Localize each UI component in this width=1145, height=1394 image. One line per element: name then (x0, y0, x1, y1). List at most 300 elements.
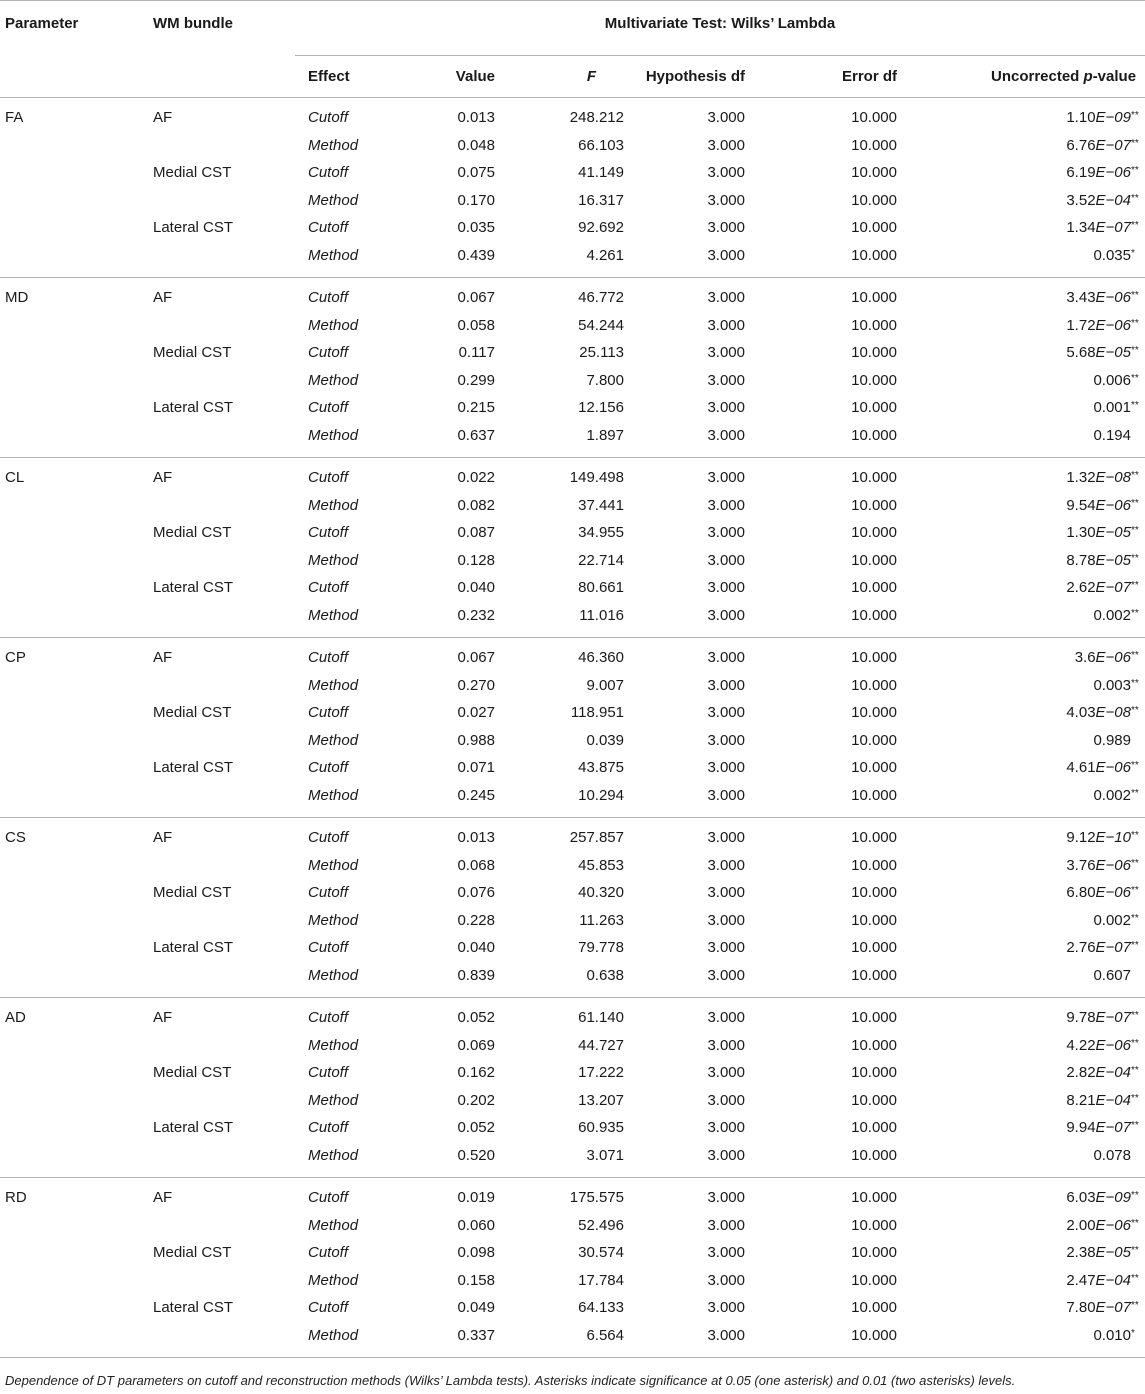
p-significance: ** (1131, 940, 1139, 952)
cell-wm-bundle (153, 547, 295, 575)
cell-value: 0.013 (457, 109, 495, 127)
cell-value: 0.637 (457, 426, 495, 444)
cell-effect: Method (308, 1271, 359, 1289)
cell-error-df: 10.000 (851, 579, 897, 597)
cell-effect: Method (308, 731, 359, 749)
p-exponent: E−08 (1095, 704, 1131, 722)
p-exponent: E−06 (1095, 759, 1131, 777)
cell-wm-bundle (153, 727, 295, 755)
cell-error-df: 10.000 (851, 704, 897, 722)
cell-wm-bundle (153, 1322, 295, 1358)
cell-value: 0.087 (457, 524, 495, 542)
cell-hypothesis-df: 3.000 (707, 316, 745, 334)
p-exponent: E−06 (1095, 289, 1131, 307)
table-row (0, 1294, 1145, 1322)
header-wm-bundle: WM bundle (153, 1, 295, 56)
cell-value: 0.040 (457, 579, 495, 597)
cell-parameter (0, 242, 153, 278)
p-significance: * (1131, 1327, 1135, 1339)
cell-p-value (900, 312, 1145, 340)
p-significance: ** (1131, 1245, 1139, 1257)
p-mantissa: 9.94 (1066, 1119, 1096, 1137)
cell-value: 0.117 (458, 344, 495, 362)
p-mantissa: 0.002 (1093, 606, 1131, 624)
cell-effect: Cutoff (308, 524, 349, 542)
cell-f: 60.935 (578, 1119, 624, 1137)
p-mantissa: 1.34 (1066, 219, 1096, 237)
cell-hypothesis-df: 3.000 (707, 109, 745, 127)
cell-p-value (900, 132, 1145, 160)
p-significance: ** (1131, 787, 1139, 799)
cell-value: 0.228 (457, 911, 495, 929)
cell-hypothesis-df: 3.000 (707, 1271, 745, 1289)
table-row (0, 1114, 1145, 1142)
cell-p-value (900, 1142, 1145, 1178)
cell-wm-bundle (153, 1032, 295, 1060)
cell-effect: Method (308, 496, 359, 514)
p-mantissa: 0.989 (1093, 731, 1131, 749)
cell-hypothesis-df: 3.000 (707, 164, 745, 182)
cell-error-df: 10.000 (851, 524, 897, 542)
cell-effect: Method (308, 1326, 359, 1344)
header-p-suffix: -value (1092, 68, 1137, 85)
cell-p-value (900, 187, 1145, 215)
cell-hypothesis-df: 3.000 (707, 219, 745, 237)
p-significance: ** (1131, 470, 1139, 482)
cell-hypothesis-df: 3.000 (707, 579, 745, 597)
cell-hypothesis-df: 3.000 (707, 884, 745, 902)
cell-f: 0.638 (586, 966, 624, 984)
p-significance: ** (1131, 290, 1139, 302)
cell-wm-bundle: Lateral CST (153, 1299, 234, 1317)
cell-parameter (0, 934, 153, 962)
p-significance: ** (1131, 607, 1139, 619)
cell-hypothesis-df: 3.000 (707, 426, 745, 444)
p-mantissa: 9.12 (1066, 829, 1096, 847)
cell-f: 248.212 (569, 109, 624, 127)
cell-hypothesis-df: 3.000 (707, 1036, 745, 1054)
cell-effect: Method (308, 1036, 359, 1054)
cell-parameter (0, 187, 153, 215)
cell-value: 0.158 (457, 1271, 495, 1289)
cell-parameter (0, 907, 153, 935)
p-exponent: E−04 (1095, 1064, 1131, 1082)
cell-p-value (900, 1114, 1145, 1142)
cell-wm-bundle: Medial CST (153, 884, 232, 902)
cell-f: 25.113 (579, 344, 624, 362)
cell-p-value (900, 242, 1145, 278)
cell-hypothesis-df: 3.000 (707, 856, 745, 874)
cell-p-value (900, 934, 1145, 962)
cell-parameter (0, 394, 153, 422)
cell-wm-bundle: Lateral CST (153, 219, 234, 237)
cell-p-value (900, 1239, 1145, 1267)
header-effect: Effect (295, 56, 403, 98)
cell-p-value (900, 1059, 1145, 1087)
cell-parameter (0, 492, 153, 520)
cell-hypothesis-df: 3.000 (707, 704, 745, 722)
cell-p-value (900, 367, 1145, 395)
p-significance: ** (1131, 1065, 1139, 1077)
cell-parameter (0, 1087, 153, 1115)
p-mantissa: 1.30 (1066, 524, 1096, 542)
cell-error-df: 10.000 (851, 966, 897, 984)
cell-effect: Method (308, 136, 359, 154)
cell-wm-bundle: AF (153, 1009, 173, 1027)
cell-f: 118.951 (570, 704, 624, 722)
cell-parameter (0, 879, 153, 907)
cell-error-df: 10.000 (851, 344, 897, 362)
cell-error-df: 10.000 (851, 219, 897, 237)
cell-hypothesis-df: 3.000 (707, 191, 745, 209)
cell-hypothesis-df: 3.000 (707, 606, 745, 624)
cell-f: 66.103 (578, 136, 624, 154)
cell-error-df: 10.000 (851, 731, 897, 749)
cell-parameter: FA (5, 109, 24, 127)
cell-value: 0.075 (457, 164, 495, 182)
header-value: Value (403, 56, 495, 98)
table-row (0, 1267, 1145, 1295)
cell-parameter (0, 1032, 153, 1060)
cell-wm-bundle (153, 187, 295, 215)
header-f-label: F (586, 68, 596, 85)
p-exponent: E−05 (1095, 551, 1131, 569)
cell-parameter (0, 132, 153, 160)
cell-wm-bundle (153, 672, 295, 700)
p-significance: ** (1131, 317, 1139, 329)
p-significance: ** (1131, 110, 1139, 122)
table-row (0, 602, 1145, 638)
table-row (0, 1059, 1145, 1087)
table-row (0, 132, 1145, 160)
table-row (0, 519, 1145, 547)
cell-value: 0.052 (457, 1009, 495, 1027)
cell-effect: Method (308, 966, 359, 984)
cell-f: 4.261 (586, 246, 624, 264)
cell-value: 0.058 (457, 316, 495, 334)
cell-parameter (0, 602, 153, 638)
p-exponent: E−06 (1095, 164, 1131, 182)
cell-wm-bundle (153, 367, 295, 395)
cell-p-value (900, 1267, 1145, 1295)
cell-hypothesis-df: 3.000 (707, 344, 745, 362)
cell-hypothesis-df: 3.000 (707, 496, 745, 514)
p-significance: ** (1131, 1300, 1139, 1312)
cell-f: 257.857 (569, 829, 624, 847)
table-row (0, 1239, 1145, 1267)
table-row (0, 159, 1145, 187)
cell-wm-bundle (153, 312, 295, 340)
cell-hypothesis-df: 3.000 (707, 1216, 745, 1234)
cell-p-value (900, 159, 1145, 187)
p-significance: * (1131, 247, 1135, 259)
p-mantissa: 0.010 (1093, 1326, 1131, 1344)
cell-p-value (900, 754, 1145, 782)
table-row (0, 1032, 1145, 1060)
p-mantissa: 2.00 (1066, 1216, 1096, 1234)
p-exponent: E−07 (1095, 579, 1131, 597)
cell-effect: Cutoff (308, 884, 349, 902)
cell-error-df: 10.000 (851, 939, 897, 957)
cell-effect: Method (308, 786, 359, 804)
cell-f: 61.140 (578, 1009, 624, 1027)
table-row (0, 458, 1145, 492)
cell-effect: Cutoff (308, 109, 349, 127)
p-exponent: E−07 (1095, 136, 1131, 154)
p-exponent: E−05 (1095, 344, 1131, 362)
cell-value: 0.076 (457, 884, 495, 902)
cell-p-value (900, 1178, 1145, 1212)
cell-parameter (0, 727, 153, 755)
cell-value: 0.520 (457, 1146, 495, 1164)
p-mantissa: 6.76 (1066, 136, 1096, 154)
cell-effect: Cutoff (308, 344, 349, 362)
p-mantissa: 0.001 (1093, 399, 1131, 417)
cell-hypothesis-df: 3.000 (707, 649, 745, 667)
cell-parameter (0, 962, 153, 998)
cell-f: 17.784 (578, 1271, 624, 1289)
p-mantissa: 2.38 (1066, 1244, 1096, 1262)
cell-parameter (0, 699, 153, 727)
table-row (0, 818, 1145, 852)
cell-f: 52.496 (578, 1216, 624, 1234)
cell-value: 0.052 (457, 1119, 495, 1137)
cell-p-value (900, 278, 1145, 312)
cell-wm-bundle (153, 782, 295, 818)
parameter-group (0, 638, 1145, 818)
p-mantissa: 0.607 (1093, 966, 1131, 984)
cell-effect: Cutoff (308, 939, 349, 957)
cell-value: 0.067 (457, 649, 495, 667)
cell-wm-bundle (153, 852, 295, 880)
cell-hypothesis-df: 3.000 (707, 966, 745, 984)
p-mantissa: 2.76 (1066, 939, 1096, 957)
cell-error-df: 10.000 (851, 426, 897, 444)
cell-wm-bundle: AF (153, 469, 173, 487)
p-mantissa: 0.003 (1093, 676, 1131, 694)
header-parameter: Parameter (0, 1, 153, 56)
cell-p-value (900, 998, 1145, 1032)
cell-hypothesis-df: 3.000 (707, 371, 745, 389)
cell-effect: Cutoff (308, 164, 349, 182)
cell-f: 64.133 (578, 1299, 624, 1317)
cell-parameter (0, 672, 153, 700)
p-mantissa: 4.61 (1066, 759, 1096, 777)
cell-wm-bundle: Medial CST (153, 1244, 232, 1262)
parameter-group (0, 1178, 1145, 1358)
cell-f: 175.575 (569, 1189, 624, 1207)
cell-p-value (900, 1087, 1145, 1115)
cell-p-value (900, 214, 1145, 242)
p-exponent: E−10 (1095, 829, 1131, 847)
table-row (0, 339, 1145, 367)
cell-error-df: 10.000 (851, 759, 897, 777)
cell-parameter (0, 312, 153, 340)
header-error-df: Error df (745, 56, 900, 98)
cell-effect: Method (308, 911, 359, 929)
p-exponent: E−06 (1095, 1036, 1131, 1054)
table-row (0, 492, 1145, 520)
p-significance: ** (1131, 830, 1139, 842)
table-row (0, 699, 1145, 727)
cell-hypothesis-df: 3.000 (707, 911, 745, 929)
cell-hypothesis-df: 3.000 (707, 399, 745, 417)
cell-wm-bundle: Lateral CST (153, 1119, 234, 1137)
cell-error-df: 10.000 (851, 551, 897, 569)
cell-p-value (900, 458, 1145, 492)
cell-hypothesis-df: 3.000 (707, 136, 745, 154)
cell-f: 37.441 (578, 496, 624, 514)
cell-hypothesis-df: 3.000 (707, 524, 745, 542)
cell-wm-bundle: Lateral CST (153, 759, 234, 777)
cell-hypothesis-df: 3.000 (707, 939, 745, 957)
cell-error-df: 10.000 (851, 1119, 897, 1137)
p-mantissa: 9.54 (1066, 496, 1096, 514)
cell-f: 6.564 (586, 1326, 624, 1344)
p-mantissa: 0.002 (1093, 911, 1131, 929)
cell-p-value (900, 638, 1145, 672)
cell-parameter (0, 519, 153, 547)
p-exponent: E−06 (1095, 856, 1131, 874)
cell-p-value (900, 907, 1145, 935)
cell-value: 0.170 (457, 191, 495, 209)
cell-p-value (900, 602, 1145, 638)
p-exponent: E−07 (1095, 1009, 1131, 1027)
cell-value: 0.022 (457, 469, 495, 487)
cell-effect: Cutoff (308, 579, 349, 597)
cell-hypothesis-df: 3.000 (707, 289, 745, 307)
p-mantissa: 5.68 (1066, 344, 1096, 362)
parameter-group (0, 998, 1145, 1178)
cell-p-value (900, 339, 1145, 367)
table-row (0, 394, 1145, 422)
cell-parameter (0, 339, 153, 367)
cell-parameter (0, 574, 153, 602)
cell-wm-bundle (153, 492, 295, 520)
cell-error-df: 10.000 (851, 316, 897, 334)
cell-error-df: 10.000 (851, 1146, 897, 1164)
p-mantissa: 4.22 (1066, 1036, 1096, 1054)
p-mantissa: 3.43 (1066, 289, 1096, 307)
cell-wm-bundle (153, 1212, 295, 1240)
cell-error-df: 10.000 (851, 246, 897, 264)
cell-value: 0.128 (457, 551, 495, 569)
cell-f: 92.692 (578, 219, 624, 237)
p-mantissa: 8.21 (1066, 1091, 1096, 1109)
cell-wm-bundle (153, 907, 295, 935)
header-p-value (900, 56, 1145, 98)
p-mantissa: 3.6 (1074, 649, 1096, 667)
table-row (0, 214, 1145, 242)
p-significance: ** (1131, 220, 1139, 232)
cell-value: 0.202 (457, 1091, 495, 1109)
cell-error-df: 10.000 (851, 1216, 897, 1234)
cell-f: 1.897 (586, 426, 624, 444)
table-row (0, 1142, 1145, 1178)
p-exponent: E−05 (1095, 1244, 1131, 1262)
cell-wm-bundle (153, 422, 295, 458)
p-exponent: E−06 (1095, 649, 1131, 667)
p-mantissa: 0.006 (1093, 371, 1131, 389)
cell-effect: Cutoff (308, 829, 349, 847)
cell-f: 46.360 (578, 649, 624, 667)
header-spacer (0, 56, 153, 98)
cell-parameter (0, 754, 153, 782)
p-exponent: E−04 (1095, 191, 1131, 209)
cell-hypothesis-df: 3.000 (707, 1326, 745, 1344)
cell-effect: Cutoff (308, 469, 349, 487)
p-significance: ** (1131, 400, 1139, 412)
wilks-lambda-table (0, 0, 1145, 98)
cell-p-value (900, 422, 1145, 458)
cell-error-df: 10.000 (851, 1064, 897, 1082)
cell-effect: Method (308, 606, 359, 624)
cell-p-value (900, 519, 1145, 547)
p-mantissa: 6.03 (1066, 1189, 1096, 1207)
cell-parameter (0, 782, 153, 818)
cell-p-value (900, 699, 1145, 727)
cell-error-df: 10.000 (851, 289, 897, 307)
cell-parameter (0, 852, 153, 880)
p-exponent: E−04 (1095, 1271, 1131, 1289)
p-significance: ** (1131, 1272, 1139, 1284)
cell-effect: Cutoff (308, 1009, 349, 1027)
cell-effect: Cutoff (308, 649, 349, 667)
cell-f: 149.498 (569, 469, 624, 487)
cell-f: 11.016 (579, 606, 624, 624)
cell-value: 0.071 (457, 759, 495, 777)
cell-hypothesis-df: 3.000 (707, 1064, 745, 1082)
cell-f: 43.875 (578, 759, 624, 777)
cell-parameter (0, 1267, 153, 1295)
p-exponent: E−07 (1095, 1299, 1131, 1317)
p-exponent: E−08 (1095, 469, 1131, 487)
cell-hypothesis-df: 3.000 (707, 1299, 745, 1317)
cell-wm-bundle (153, 1142, 295, 1178)
cell-wm-bundle: Medial CST (153, 344, 232, 362)
cell-effect: Method (308, 246, 359, 264)
cell-effect: Method (308, 191, 359, 209)
cell-value: 0.098 (457, 1244, 495, 1262)
cell-p-value (900, 1294, 1145, 1322)
p-significance: ** (1131, 885, 1139, 897)
parameter-group (0, 278, 1145, 458)
cell-parameter: RD (5, 1189, 27, 1207)
cell-f: 13.207 (578, 1091, 624, 1109)
cell-f: 16.317 (578, 191, 624, 209)
cell-value: 0.027 (457, 704, 495, 722)
parameter-group (0, 458, 1145, 638)
cell-error-df: 10.000 (851, 1036, 897, 1054)
cell-value: 0.988 (457, 731, 495, 749)
header-f (495, 56, 624, 98)
table-row (0, 934, 1145, 962)
p-exponent: E−05 (1095, 524, 1131, 542)
cell-wm-bundle: AF (153, 109, 173, 127)
p-significance: ** (1131, 650, 1139, 662)
cell-error-df: 10.000 (851, 1189, 897, 1207)
table-row (0, 1212, 1145, 1240)
cell-effect: Cutoff (308, 219, 349, 237)
cell-parameter (0, 1142, 153, 1178)
cell-p-value (900, 782, 1145, 818)
cell-error-df: 10.000 (851, 606, 897, 624)
cell-parameter (0, 1322, 153, 1358)
cell-f: 44.727 (578, 1036, 624, 1054)
p-exponent: E−06 (1095, 1216, 1131, 1234)
cell-error-df: 10.000 (851, 399, 897, 417)
cell-hypothesis-df: 3.000 (707, 1146, 745, 1164)
